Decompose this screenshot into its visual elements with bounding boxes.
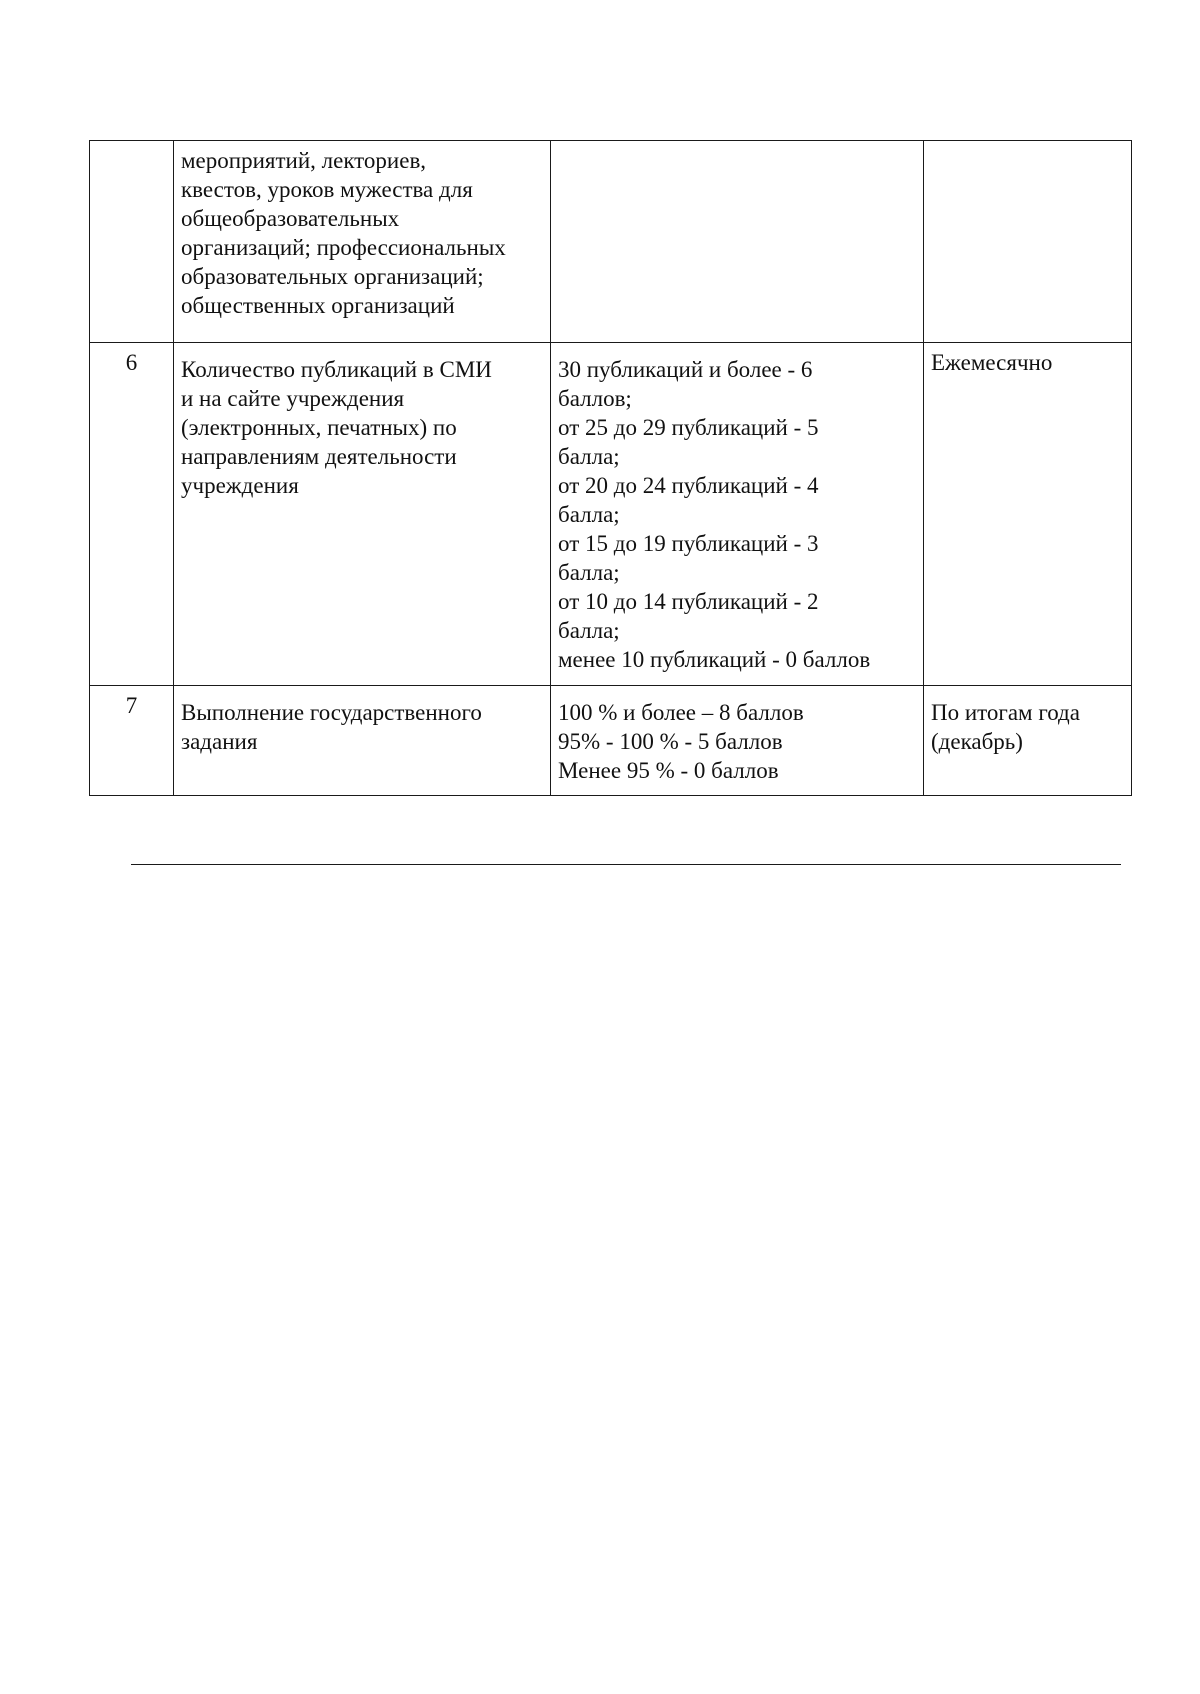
period-line: (декабрь) [931, 729, 1023, 754]
scoring-cell [551, 141, 924, 343]
row-number-cell [90, 141, 174, 343]
criterion-line: Количество публикаций в СМИ [181, 357, 492, 382]
criterion-line: мероприятий, лекториев, [181, 148, 427, 173]
scoring-line: от 20 до 24 публикаций - 4 [558, 473, 819, 498]
scoring-cell [551, 686, 924, 796]
criterion-line: общественных организаций [181, 293, 455, 318]
footer-divider [131, 864, 1121, 865]
scoring-line: 95% - 100 % - 5 баллов [558, 729, 783, 754]
scoring-line: от 10 до 14 публикаций - 2 [558, 589, 819, 614]
scoring-line: балла; [558, 560, 620, 585]
row-number: 7 [125, 693, 138, 718]
criteria-table [89, 140, 1132, 796]
scoring-line: баллов; [558, 386, 632, 411]
scoring-line: менее 10 публикаций - 0 баллов [558, 647, 871, 672]
scoring-line: от 25 до 29 публикаций - 5 [558, 415, 819, 440]
criterion-cell [174, 686, 551, 796]
criterion-line: направлениям деятельности [181, 444, 457, 469]
period-cell [924, 343, 1132, 686]
period-line: По итогам года [931, 700, 1080, 725]
criterion-cell [174, 343, 551, 686]
scoring-line: 100 % и более – 8 баллов [558, 700, 804, 725]
criterion-line: организаций; профессиональных [181, 235, 506, 260]
criterion-cell [174, 141, 551, 343]
criterion-line: (электронных, печатных) по [181, 415, 457, 440]
row-number-cell [90, 343, 174, 686]
scoring-line: балла; [558, 502, 620, 527]
scoring-line: Менее 95 % - 0 баллов [558, 758, 779, 783]
table-row [90, 686, 1132, 796]
criterion-line: задания [181, 729, 258, 754]
criterion-line: образовательных организаций; [181, 264, 484, 289]
criterion-line: общеобразовательных [181, 206, 400, 231]
scoring-line: балла; [558, 444, 620, 469]
row-number: 6 [125, 350, 138, 375]
criterion-line: учреждения [181, 473, 299, 498]
criterion-line: и на сайте учреждения [181, 386, 405, 411]
period-cell [924, 141, 1132, 343]
criterion-line: квестов, уроков мужества для [181, 177, 473, 202]
scoring-line: балла; [558, 618, 620, 643]
scoring-line: от 15 до 19 публикаций - 3 [558, 531, 819, 556]
period-cell [924, 686, 1132, 796]
scoring-cell [551, 343, 924, 686]
criterion-line: Выполнение государственного [181, 700, 482, 725]
row-number-cell [90, 686, 174, 796]
table-row [90, 343, 1132, 686]
table-row [90, 141, 1132, 343]
period-line: Ежемесячно [931, 350, 1053, 375]
scoring-line: 30 публикаций и более - 6 [558, 357, 813, 382]
